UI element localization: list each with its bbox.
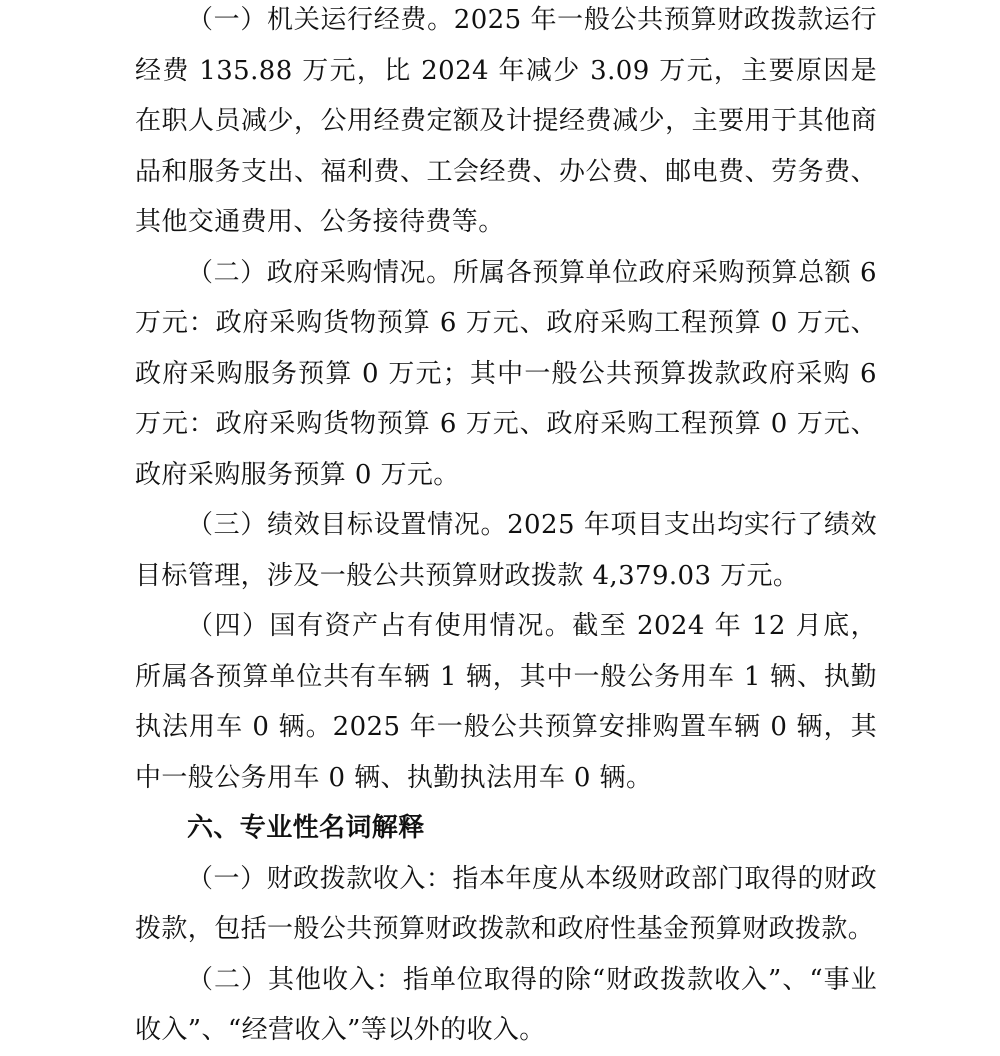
- document-page: [135, 0, 877, 1056]
- definition-other-income: （二）其他收入：指单位取得的除“财政拨款收入”、“事业收入”、“经营收入”等以外的收入。: [135, 964, 877, 1045]
- paragraph-performance-targets: （三）绩效目标设置情况。2025 年项目支出均实行了绩效目标管理，涉及一般公共预算财政拨款 4,379.03 万元。: [135, 510, 877, 591]
- paragraph-government-procurement: （二）政府采购情况。所属各预算单位政府采购预算总额 6 万元：政府采购货物预算 6 万元、政府采购工程预算 0 万元、政府采购服务预算 0 万元；其中一般公共预算拨款政府采购 6 万元：政府采购货物预算 6 万元、政府采购工程预算 0 万元、政府采购服务预算 0 万元。: [135, 257, 877, 490]
- paragraph-operating-funds: （一）机关运行经费。2025 年一般公共预算财政拨款运行经费 135.88 万元，比 2024 年减少 3.09 万元，主要原因是在职人员减少，公用经费定额及计提经费减少，主要用于其他商品和服务支出、福利费、工会经费、办公费、邮电费、劳务费、其他交通费用、公务接待费等。: [135, 5, 877, 237]
- definition-fiscal-appropriation-income: （一）财政拨款收入：指本年度从本级财政部门取得的财政拨款，包括一般公共预算财政拨款和政府性基金预算财政拨款。: [135, 863, 877, 944]
- section-heading: 六、专业性名词解释: [187, 813, 425, 843]
- paragraph-state-assets: （四）国有资产占有使用情况。截至 2024 年 12 月底，所属各预算单位共有车辆 1 辆，其中一般公务用车 1 辆、执勤执法用车 0 辆。2025 年一般公共预算安排购置车辆 0 辆，其中一般公务用车 0 辆、执勤执法用车 0 辆。: [135, 611, 877, 793]
